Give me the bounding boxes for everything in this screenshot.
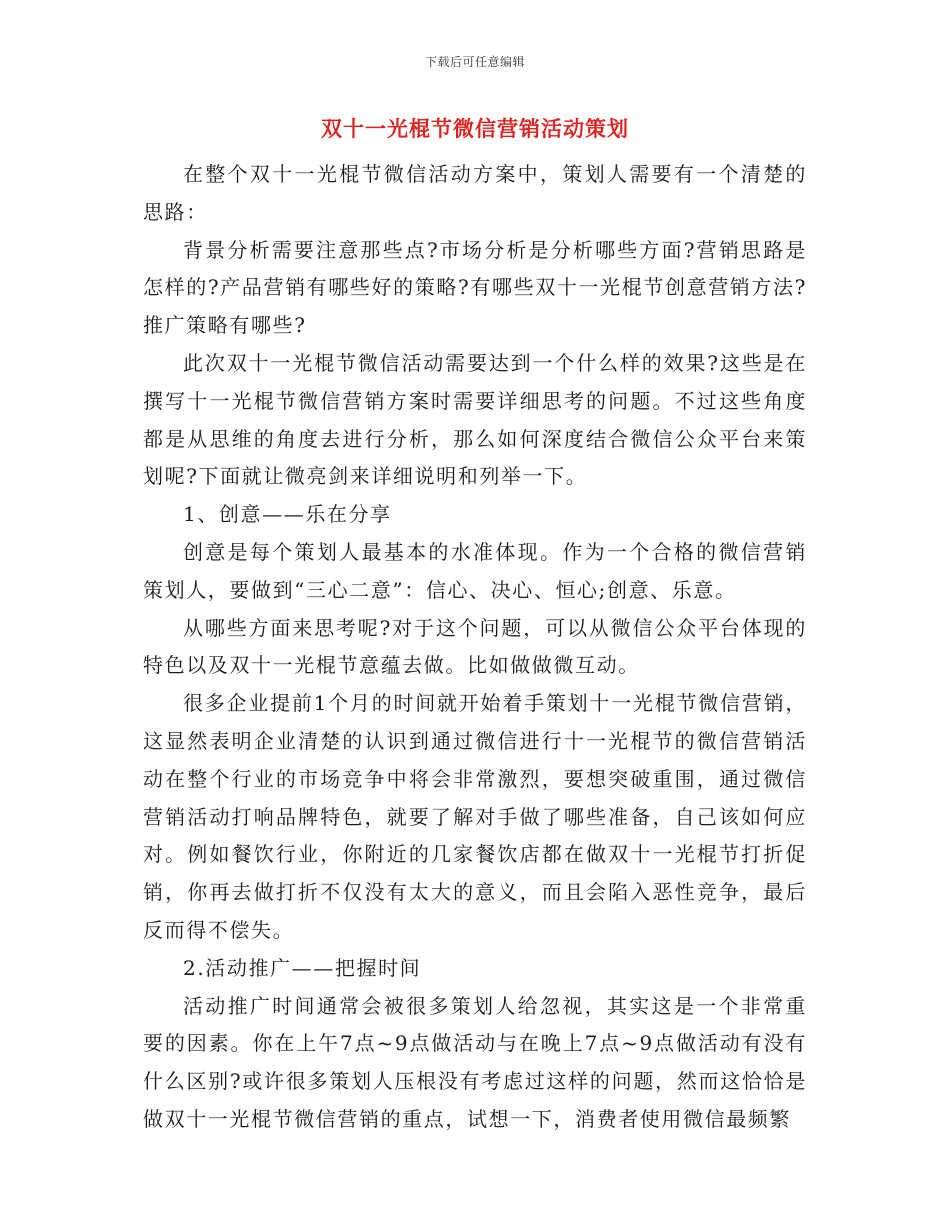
section-heading-creativity: 1、创意——乐在分享 bbox=[183, 502, 392, 527]
header-note: 下载后可任意编辑 bbox=[424, 55, 525, 69]
document-body bbox=[143, 156, 807, 1139]
document-title: 双十一光棍节微信营销活动策划 bbox=[321, 116, 629, 141]
paragraph-aspects: 从哪些方面来思考呢?对于这个问题，可以从微信公众平台体现的特色以及双十一光棍节意蕴去做。比如做做微互动。 bbox=[143, 615, 807, 678]
paragraph-questions: 背景分析需要注意那些点?市场分析是分析哪些方面?营销思路是怎样的?产品营销有哪些好的策略?有哪些双十一光棍节创意营销方法?推广策略有哪些? bbox=[143, 237, 807, 338]
paragraph-goal: 此次双十一光棍节微信活动需要达到一个什么样的效果?这些是在撰写十一光棍节微信营销方案时需要详细思考的问题。不过这些角度都是从思维的角度去进行分析，那么如何深度结合微信公众平台来策划呢?下面就让微亮剑来详细说明和列举一下。 bbox=[143, 350, 807, 489]
paragraph-creativity: 创意是每个策划人最基本的水准体现。作为一个合格的微信营销策划人，要做到“三心二意”：信心、决心、恒心;创意、乐意。 bbox=[143, 539, 807, 602]
section-heading-promotion: 2.活动推广——把握时间 bbox=[183, 955, 422, 980]
paragraph-competition: 很多企业提前1个月的时间就开始着手策划十一光棍节微信营销，这显然表明企业清楚的认识到通过微信进行十一光棍节的微信营销活动在整个行业的市场竞争中将会非常激烈，要想突破重围，通过微信营销活动打响品牌特色，就要了解对手做了哪些准备，自己该如何应对。例如餐饮行业，你附近的几家餐饮店都在做双十一光棍节打折促销，你再去做打折不仅没有太大的意义，而且会陷入恶性竞争，最后反而得不偿失。 bbox=[143, 691, 807, 942]
paragraph-intro: 在整个双十一光棍节微信活动方案中，策划人需要有一个清楚的思路： bbox=[143, 162, 807, 224]
paragraph-timing: 活动推广时间通常会被很多策划人给忽视，其实这是一个非常重要的因素。你在上午7点~9点做活动与在晚上7点~9点做活动有没有什么区别?或许很多策划人压根没有考虑过这样的问题，然而这恰恰是做双十一光棍节微信营销的重点，试想一下，消费者使用微信最频繁 bbox=[143, 993, 807, 1131]
